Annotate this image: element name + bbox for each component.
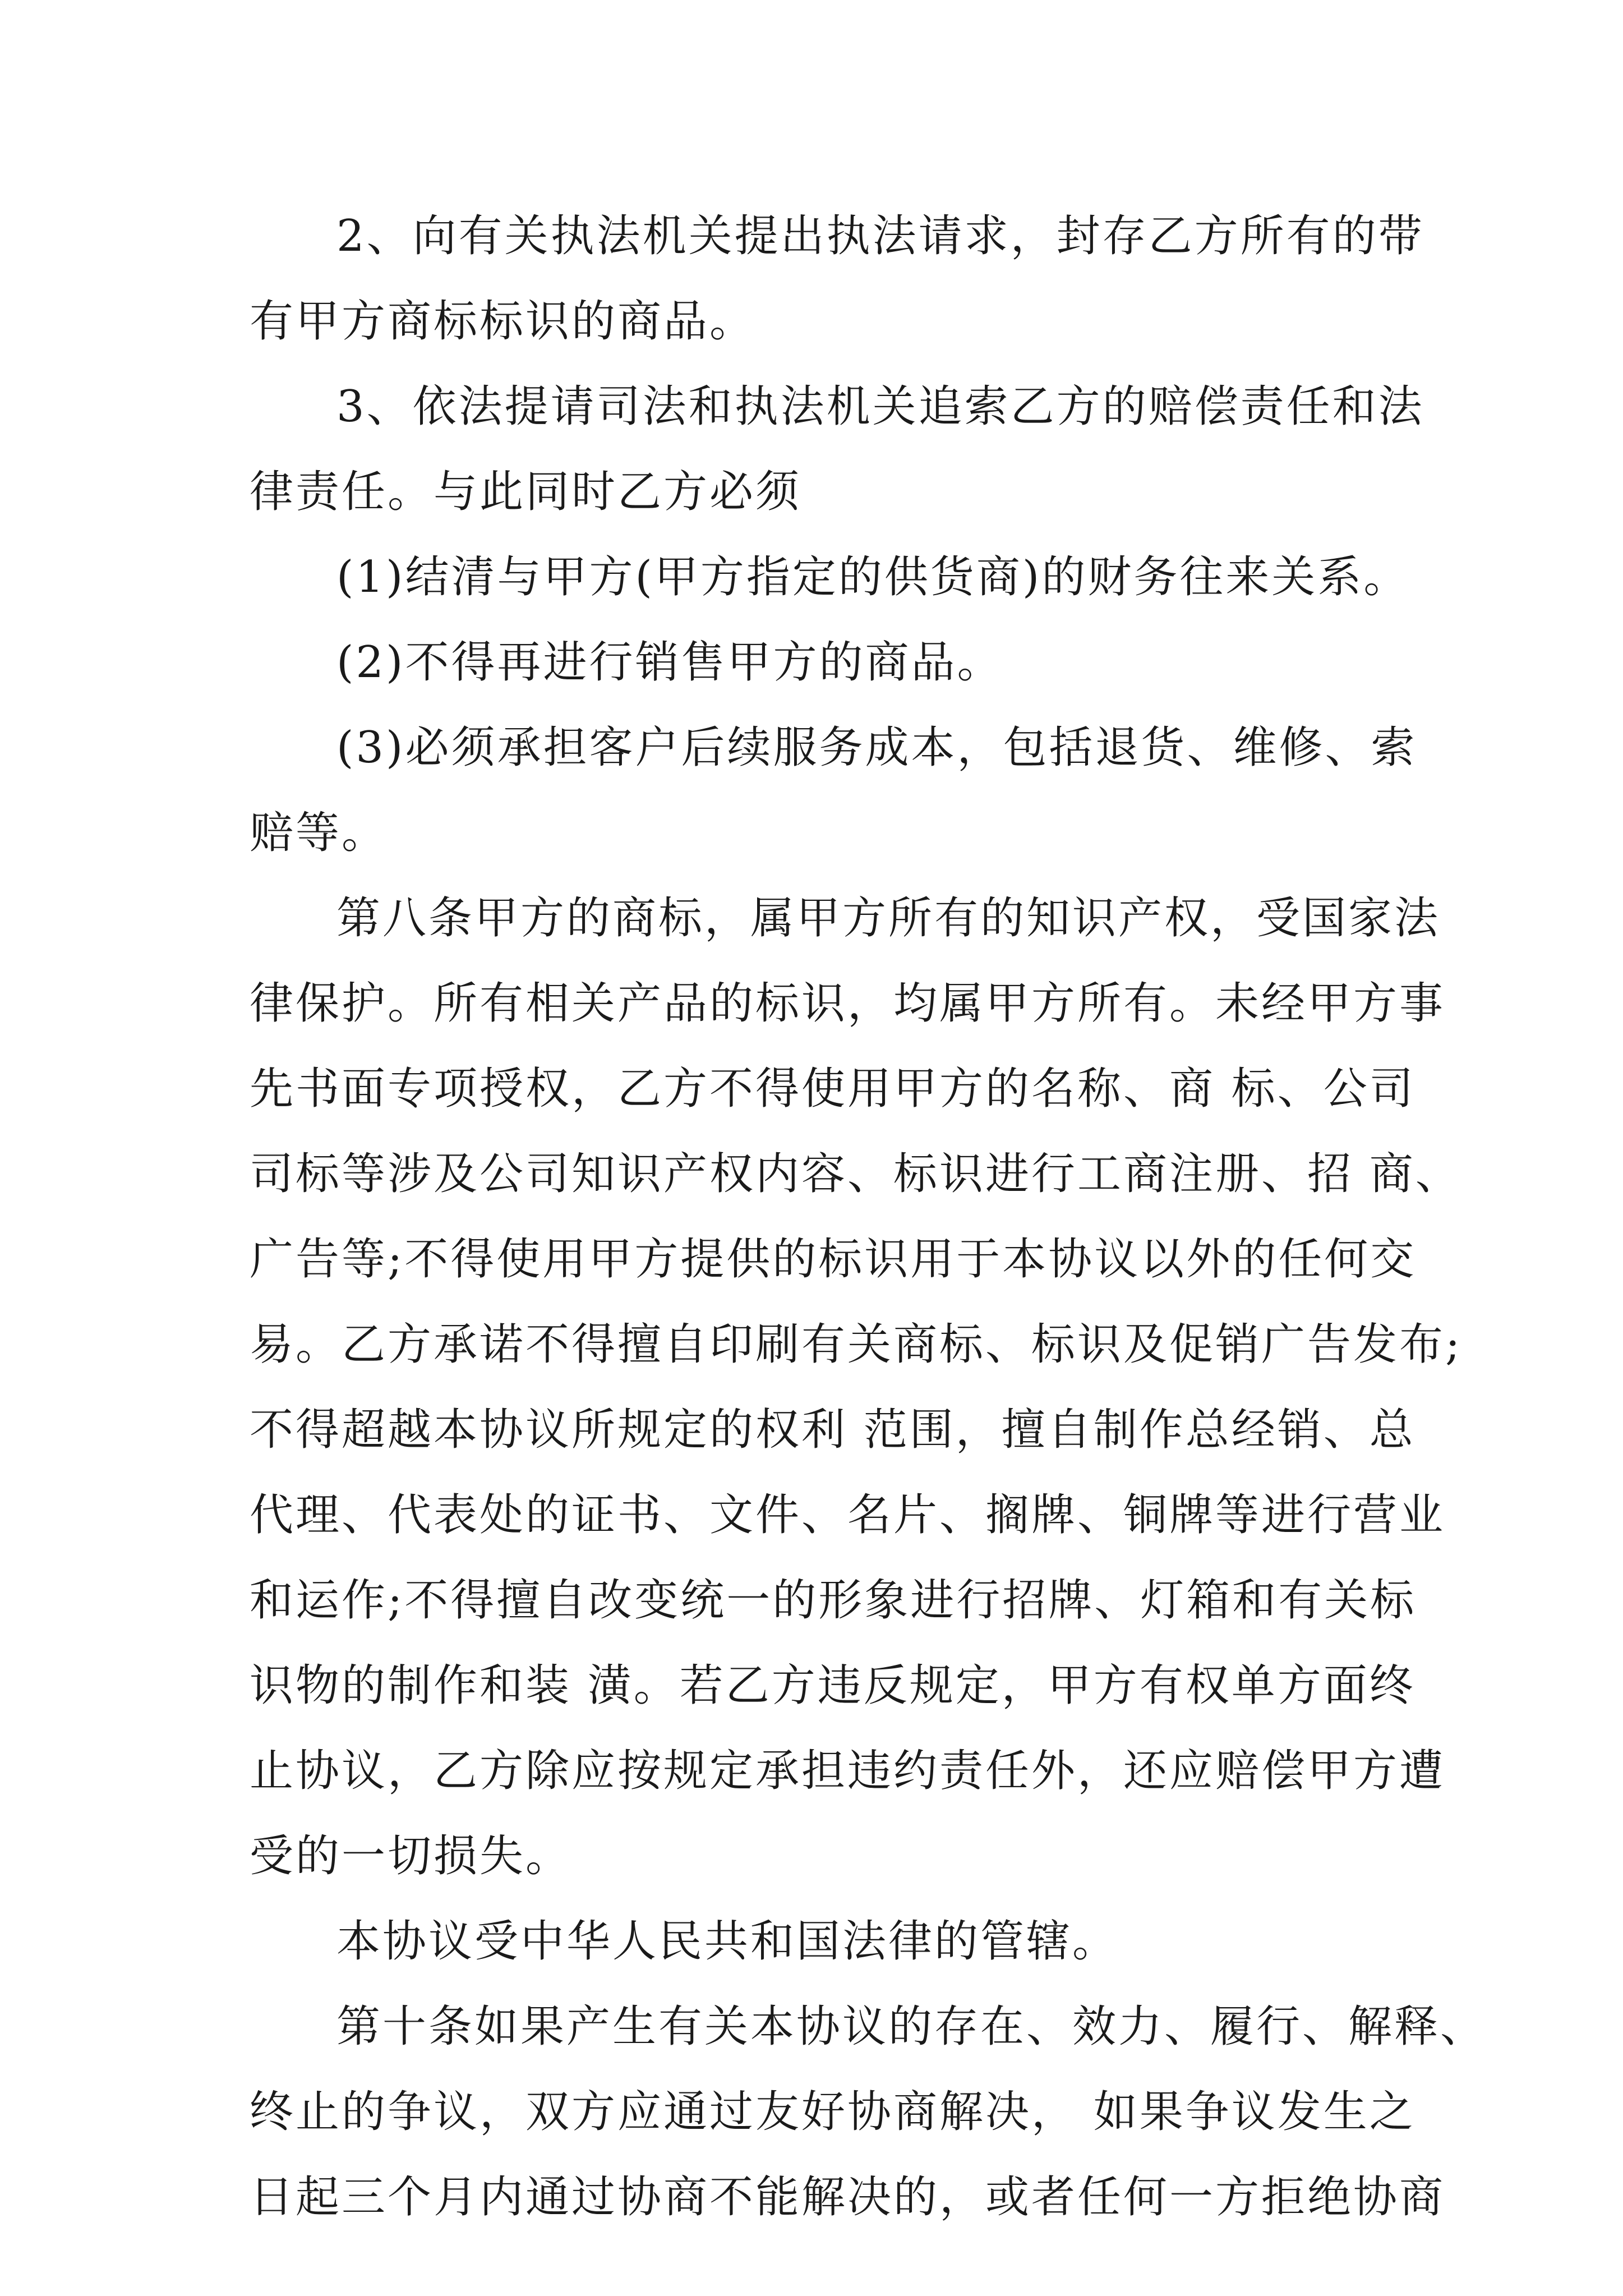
text-line: (2)不得再进行销售甲方的商品。	[336, 637, 1003, 688]
text-line: 止协议，乙方除应按规定承担违约责任外，还应赔偿甲方遭	[250, 1746, 1446, 1796]
text-line: 3、依法提请司法和执法机关追索乙方的赔偿责任和法	[336, 381, 1424, 432]
text-line: 终止的争议，双方应通过友好协商解决， 如果争议发生之	[250, 2087, 1415, 2137]
text-line: 赔等。	[250, 808, 388, 858]
text-line: 第十条如果产生有关本协议的存在、效力、履行、解释、	[336, 2001, 1487, 2052]
text-line: 日起三个月内通过协商不能解决的，或者任何一方拒绝协商	[250, 2172, 1446, 2223]
text-line: 易。乙方承诺不得擅自印刷有关商标、标识及促销广告发布;	[250, 1319, 1463, 1370]
text-line: 受的一切损失。	[250, 1831, 572, 1881]
text-line: 律责任。与此同时乙方必须	[250, 467, 802, 517]
text-line: 2、向有关执法机关提出执法请求，封存乙方所有的带	[336, 211, 1424, 261]
text-line: 本协议受中华人民共和国法律的管辖。	[336, 1916, 1119, 1967]
text-line: 和运作;不得擅自改变统一的形象进行招牌、灯箱和有关标	[250, 1575, 1417, 1626]
document-body	[250, 194, 1487, 2240]
text-line: 有甲方商标标识的商品。	[250, 296, 756, 347]
text-line: 律保护。所有相关产品的标识，均属甲方所有。未经甲方事	[250, 978, 1446, 1029]
text-line: 先书面专项授权，乙方不得使用甲方的名称、商 标、公司	[250, 1064, 1415, 1114]
text-line: 广告等;不得使用甲方提供的标识用于本协议以外的任何交	[250, 1234, 1417, 1285]
text-line: 司标等涉及公司知识产权内容、标识进行工商注册、招 商、	[250, 1149, 1461, 1199]
text-line: (3)必须承担客户后续服务成本，包括退货、维修、索	[336, 723, 1417, 773]
text-line: 识物的制作和装 潢。若乙方违反规定，甲方有权单方面终	[250, 1660, 1415, 1711]
text-line: 第八条甲方的商标，属甲方所有的知识产权，受国家法	[336, 893, 1441, 944]
text-line: 不得超越本协议所规定的权利 范围，擅自制作总经销、总	[250, 1405, 1415, 1455]
text-line: (1)结清与甲方(甲方指定的供货商)的财务往来关系。	[336, 552, 1410, 602]
text-line: 代理、代表处的证书、文件、名片、搁牌、铜牌等进行营业	[250, 1490, 1446, 1540]
